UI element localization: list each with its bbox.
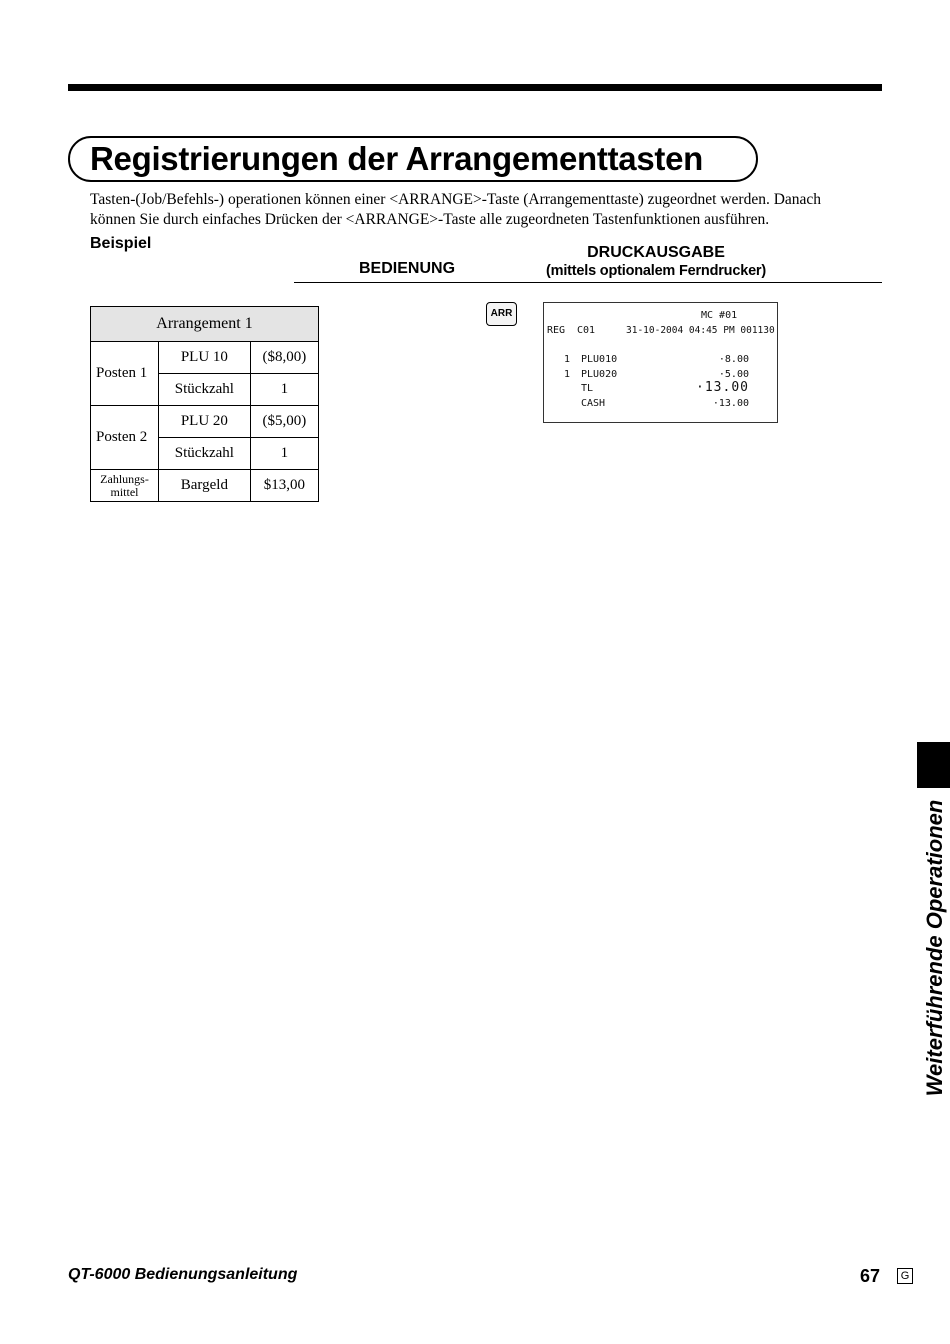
column-header-rule [294,282,882,283]
item1-plu: PLU 10 [159,342,251,374]
receipt-line2-name: PLU020 [581,369,618,380]
item1-price: ($8,00) [250,342,318,374]
page-number: 67 [860,1266,881,1286]
item2-label: Posten 2 [91,406,159,470]
item1-qty: 1 [250,374,318,406]
receipt-total-label: TL [581,383,594,394]
example-heading: Beispiel [90,235,152,252]
payment-method: Bargeld [159,470,251,502]
item2-qty-label: Stückzahl [159,438,251,470]
operation-column-header: BEDIENUNG [359,260,456,277]
receipt-line1-qty: 1 [564,354,571,365]
section-side-label: Weiterführende Operationen [922,799,947,1097]
receipt-datetime: 31-10-2004 04:45 PM 001130 [626,325,775,336]
receipt-mc: MC #01 [701,310,738,321]
table-row [91,342,319,374]
intro-line-2: können Sie durch einfaches Drücken der <ARRANGE>-Taste alle zugeordneten Tastenfunktionen ausführen. [90,211,770,228]
table-row [91,406,319,438]
receipt-printout [543,302,778,423]
intro-line-1: Tasten-(Job/Befehls-) operationen können einer <ARRANGE>-Taste (Arrangementtaste) zugeordnet werden. Danach [90,191,822,208]
arrangement-table [90,306,319,502]
receipt-line1-name: PLU010 [581,354,618,365]
receipt-reg: REG [547,325,566,336]
payment-label-line-2: mittel [110,484,139,499]
language-badge: G [897,1268,913,1284]
payment-amount: $13,00 [250,470,318,502]
payment-label-line-1: Zahlungs- [100,471,149,486]
section-tab-marker [917,742,950,788]
receipt-line2-amount: ·5.00 [718,369,749,380]
intro-paragraph [90,190,890,230]
item1-qty-label: Stückzahl [159,374,251,406]
item2-qty: 1 [250,438,318,470]
item1-label: Posten 1 [91,342,159,406]
top-rule [68,84,882,91]
printout-column-header [530,244,782,280]
receipt-clerk: C01 [577,325,596,336]
arrangement-table-header: Arrangement 1 [91,307,319,342]
receipt-line2-qty: 1 [564,369,571,380]
receipt-line1-amount: ·8.00 [718,354,749,365]
receipt-cash-label: CASH [581,398,606,409]
printout-subtitle: (mittels optionalem Ferndrucker) [546,263,766,279]
printout-title: DRUCKAUSGABE [587,244,725,261]
arrange-key-button[interactable]: ARR [486,302,517,326]
footer-manual-title: QT-6000 Bedienungsanleitung [68,1266,298,1283]
table-row [91,470,319,502]
item2-plu: PLU 20 [159,406,251,438]
page-title: Registrierungen der Arrangementtasten [90,140,703,177]
receipt-total-amount: ·13.00 [696,380,749,395]
receipt-cash-amount: ·13.00 [712,398,749,409]
item2-price: ($5,00) [250,406,318,438]
payment-label [91,470,159,502]
